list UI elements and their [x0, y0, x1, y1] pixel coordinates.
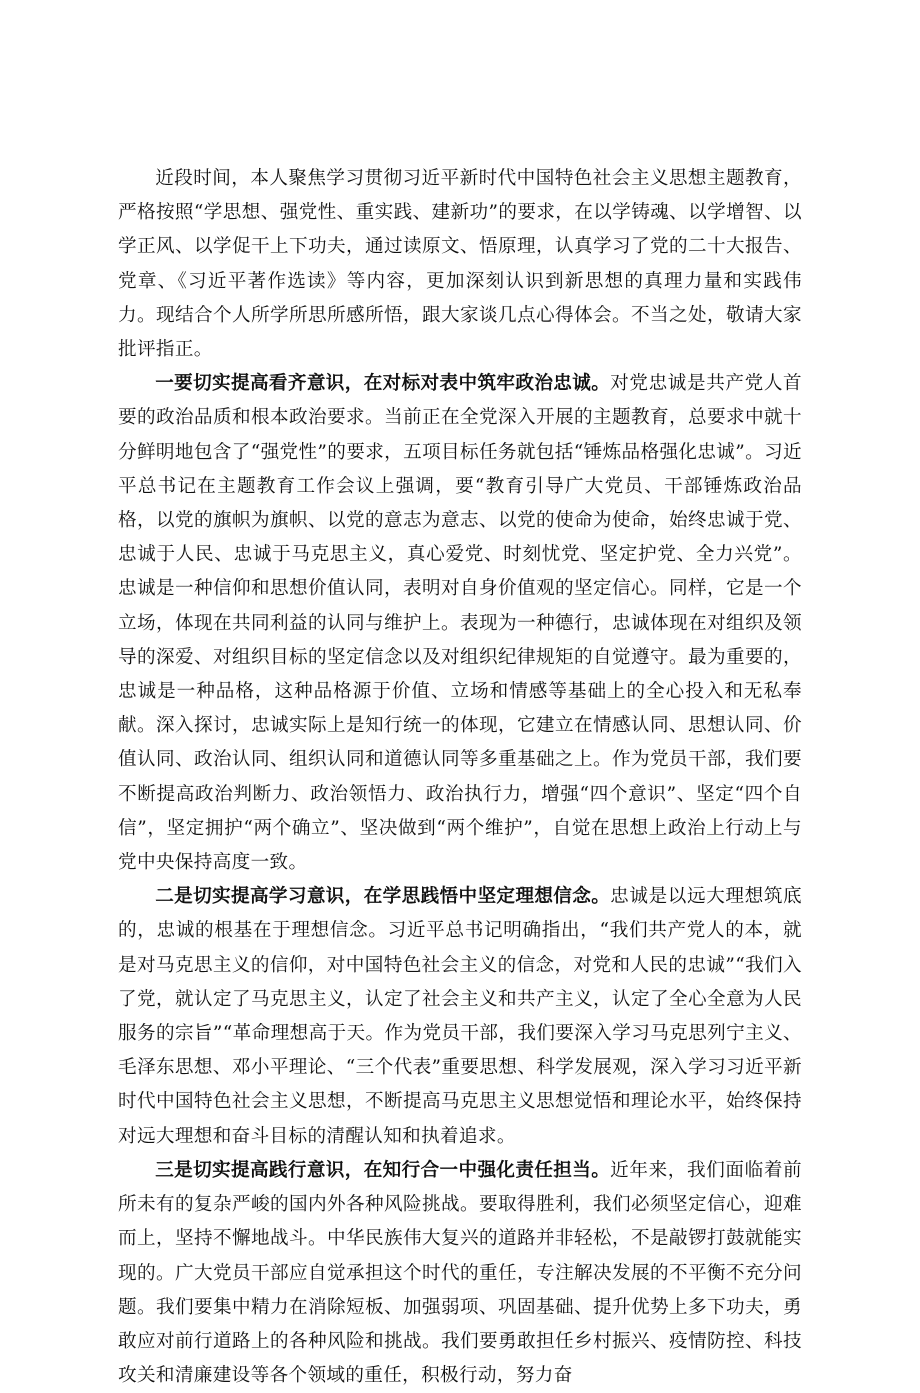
paragraph-body: 忠诚是以远大理想筑底的，忠诚的根基在于理想信念。习近平总书记明确指出，“我们共产党人的本，就是对马克思主义的信仰，对中国特色社会主义的信念，对党和人民的忠诚”“我们入了党，就认定了马克思主义，认定了社会主义和共产主义，认定了全心全意为人民服务的宗旨”“革命理想高于天。作为党员干部，我们要深入学习马克思列宁主义、毛泽东思想、邓小平理论、“三个代表”重要思想、科学发展观，深入学习习近平新时代中国特色社会主义思想，不断提高马克思主义思想觉悟和理论水平，始终保持对远大理想和奋斗目标的清醒认知和执着追求。 [118, 886, 802, 1147]
paragraph-lead: 一要切实提高看齐意识，在对标对表中筑牢政治忠诚。 [155, 373, 611, 395]
paragraph-loyalty [118, 367, 802, 880]
paragraph-practice [118, 1154, 802, 1393]
paragraph-lead: 二是切实提高学习意识，在学思践悟中坚定理想信念。 [155, 886, 611, 908]
paragraph-body: 近年来，我们面临着前所未有的复杂严峻的国内外各种风险挑战。要取得胜利，我们必须坚定信心，迎难而上，坚持不懈地战斗。中华民族伟大复兴的道路并非轻松，不是敲锣打鼓就能实现的。广大党员干部应自觉承担这个时代的重任，专注解决发展的不平衡不充分问题。我们要集中精力在消除短板、加强弱项、巩固基础、提升优势上多下功夫，勇敢应对前行道路上的各种风险和挑战。我们要勇敢担任乡村振兴、疫情防控、科技攻关和清廉建设等各个领域的重任，积极行动，努力奋 [118, 1159, 802, 1387]
paragraph-body: 近段时间，本人聚焦学习贯彻习近平新时代中国特色社会主义思想主题教育，严格按照“学思想、强党性、重实践、建新功”的要求，在以学铸魂、以学增智、以学正风、以学促干上下功夫，通过读原文、悟原理，认真学习了党的二十大报告、党章、《习近平著作选读》等内容，更加深刻认识到新思想的真理力量和实践伟力。现结合个人所学所思所感所悟，跟大家谈几点心得体会。不当之处，敬请大家批评指正。 [118, 168, 802, 361]
document-body [118, 162, 802, 1393]
intro-paragraph [118, 162, 802, 367]
paragraph-body: 对党忠诚是共产党人首要的政治品质和根本政治要求。当前正在全党深入开展的主题教育，总要求中就十分鲜明地包含了“强党性”的要求，五项目标任务就包括“锤炼品格强化忠诚”。习近平总书记在主题教育工作会议上强调，要“教育引导广大党员、干部锤炼政治品格，以党的旗帜为旗帜、以党的意志为意志、以党的使命为使命，始终忠诚于党、忠诚于人民、忠诚于马克思主义，真心爱党、时刻忧党、坚定护党、全力兴党”。忠诚是一种信仰和思想价值认同，表明对自身价值观的坚定信心。同样，它是一个立场，体现在共同利益的认同与维护上。表现为一种德行，忠诚体现在对组织及领导的深爱、对组织目标的坚定信念以及对组织纪律规矩的自觉遵守。最为重要的，忠诚是一种品格，这种品格源于价值、立场和情感等基础上的全心投入和无私奉献。深入探讨，忠诚实际上是知行统一的体现，它建立在情感认同、思想认同、价值认同、政治认同、组织认同和道德认同等多重基础之上。作为党员干部，我们要不断提高政治判断力、政治领悟力、政治执行力，增强“四个意识”、坚定“四个自信”，坚定拥护“两个确立”、坚决做到“两个维护”，自觉在思想上政治上行动上与党中央保持高度一致。 [118, 373, 802, 874]
paragraph-lead: 三是切实提高践行意识，在知行合一中强化责任担当。 [155, 1159, 611, 1181]
paragraph-learning [118, 880, 802, 1154]
